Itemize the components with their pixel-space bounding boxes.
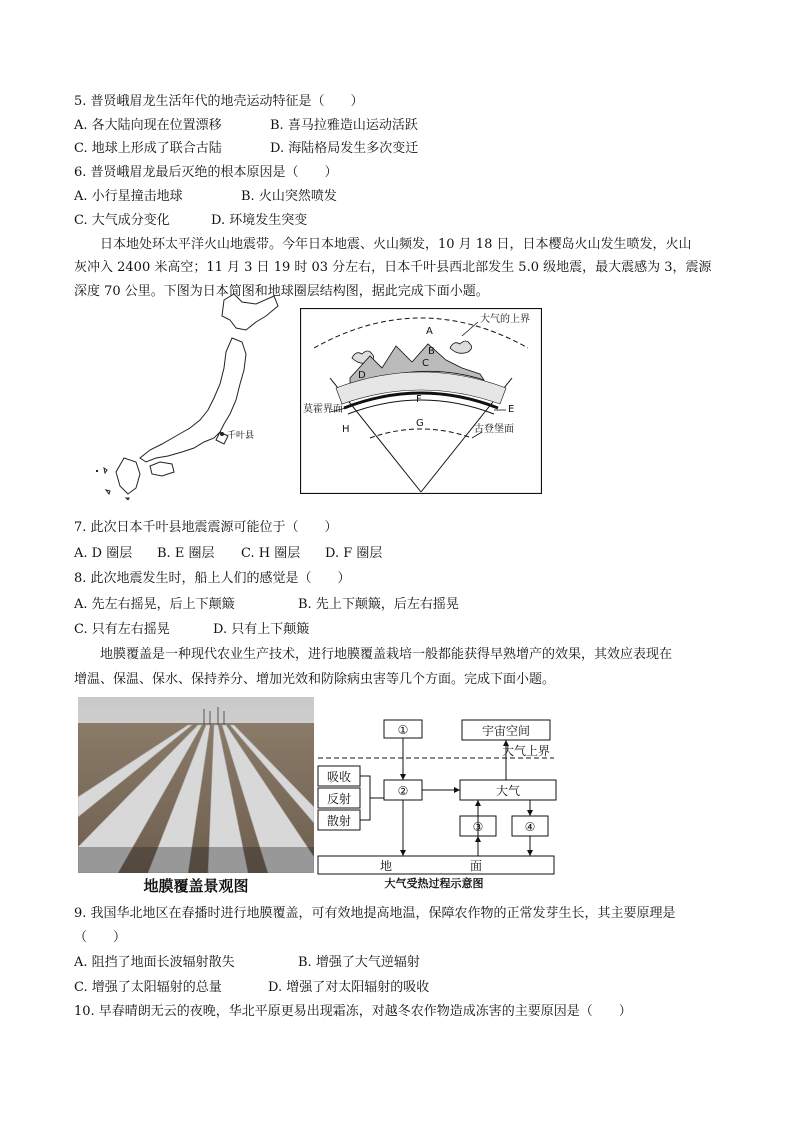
scatter-label: 散射	[326, 814, 352, 828]
q6-option-d: D. 环境发生突变	[211, 213, 308, 228]
q9-option-d: D. 增强了对太阳辐射的吸收	[268, 980, 430, 995]
atmos-top-label: 大气的上界	[480, 314, 530, 325]
absorb-label: 吸收	[326, 770, 352, 784]
q7-stem: 7. 此次日本千叶县地震震源可能位于（ ）	[74, 520, 338, 535]
moho-label: 莫霍界面	[303, 404, 343, 415]
q6-option-b: B. 火山突然喷发	[241, 189, 337, 204]
passage1-line3: 深度 70 公里。下图为日本简图和地球圈层结构图，据此完成下面小题。	[74, 284, 489, 299]
ground-label-left: 地	[379, 859, 393, 873]
layer-d-label: D	[358, 370, 366, 381]
atmosphere-heating-diagram	[316, 718, 558, 890]
q9-option-a: A. 阻挡了地面长波辐射散失	[74, 955, 235, 970]
box-3-label: ③	[472, 820, 484, 834]
earth-layers-diagram	[300, 308, 542, 494]
atmosphere-label: 大气	[495, 784, 521, 798]
ground-label-right: 面	[469, 859, 483, 873]
passage2-line2: 增温、保温、保水、保持养分、增加光效和防除病虫害等几个方面。完成下面小题。	[74, 672, 556, 687]
passage1-line1: 日本地处环太平洋火山地震带。今年日本地震、火山频发，10 月 18 日，日本樱岛火山发生喷发，火山	[100, 237, 692, 252]
q8-stem: 8. 此次地震发生时，船上人们的感觉是（ ）	[74, 571, 351, 586]
layer-b-label: B	[428, 346, 435, 357]
q7-option-a: A. D 圈层	[74, 546, 133, 561]
layer-a-label: A	[426, 326, 433, 337]
q5-stem: 5. 普贤峨眉龙生活年代的地壳运动特征是（ ）	[74, 94, 364, 109]
q5-option-a: A. 各大陆向现在位置漂移	[74, 118, 222, 133]
mulch-field-photo	[78, 697, 314, 873]
gutenberg-label: 古登堡面	[474, 424, 514, 435]
q7-option-d: D. F 圈层	[325, 546, 383, 561]
layer-e-label: E	[508, 404, 515, 415]
q8-option-a: A. 先左右摇晃，后上下颠簸	[74, 597, 235, 612]
q8-option-c: C. 只有左右摇晃	[74, 622, 170, 637]
passage2-line1: 地膜覆盖是一种现代农业生产技术，进行地膜覆盖栽培一般都能获得早熟增产的效果，其效应表现在	[100, 647, 673, 662]
q9-stem-bracket: （ ）	[74, 930, 127, 945]
q6-option-c: C. 大气成分变化	[74, 213, 170, 228]
box-2-label: ②	[397, 784, 409, 798]
layer-f-label: F	[416, 394, 422, 405]
q6-option-a: A. 小行星撞击地球	[74, 189, 183, 204]
q10-stem: 10. 早春晴朗无云的夜晚，华北平原更易出现霜冻，对越冬农作物造成冻害的主要原因是（ ）	[74, 1004, 632, 1019]
reflect-label: 反射	[326, 792, 352, 806]
layer-c-label: C	[422, 358, 429, 369]
q9-stem: 9. 我国华北地区在春播时进行地膜覆盖，可有效地提高地温，保障农作物的正常发芽生长，其主要原理是	[74, 906, 676, 921]
q9-option-b: B. 增强了大气逆辐射	[298, 955, 420, 970]
japan-map	[96, 290, 296, 500]
passage1-line2: 灰冲入 2400 米高空；11 月 3 日 19 时 03 分左右，日本千叶县西北部发生 5.0 级地震，最大震感为 3，震源	[74, 260, 712, 275]
q5-option-c: C. 地球上形成了联合古陆	[74, 141, 222, 156]
box-4-label: ④	[524, 820, 536, 834]
layer-h-label: H	[342, 424, 350, 435]
heating-diagram-caption: 大气受热过程示意图	[384, 877, 484, 890]
layer-g-label: G	[416, 418, 424, 429]
q5-option-d: D. 海陆格局发生多次变迁	[270, 141, 419, 156]
q8-option-b: B. 先上下颠簸，后左右摇晃	[298, 597, 459, 612]
q7-option-b: B. E 圈层	[157, 546, 215, 561]
q7-option-c: C. H 圈层	[241, 546, 301, 561]
q9-option-c: C. 增强了太阳辐射的总量	[74, 980, 222, 995]
q6-stem: 6. 普贤峨眉龙最后灭绝的根本原因是（ ）	[74, 165, 338, 180]
space-label: 宇宙空间	[481, 724, 531, 738]
box-1-label: ①	[397, 723, 409, 737]
q5-option-b: B. 喜马拉雅造山运动活跃	[270, 118, 418, 133]
mulch-photo-caption: 地膜覆盖景观图	[143, 877, 249, 895]
atmos-top-label-2: 大气上界	[501, 744, 551, 758]
q8-option-d: D. 只有上下颠簸	[213, 622, 310, 637]
chiba-label: 千叶县	[227, 431, 255, 441]
